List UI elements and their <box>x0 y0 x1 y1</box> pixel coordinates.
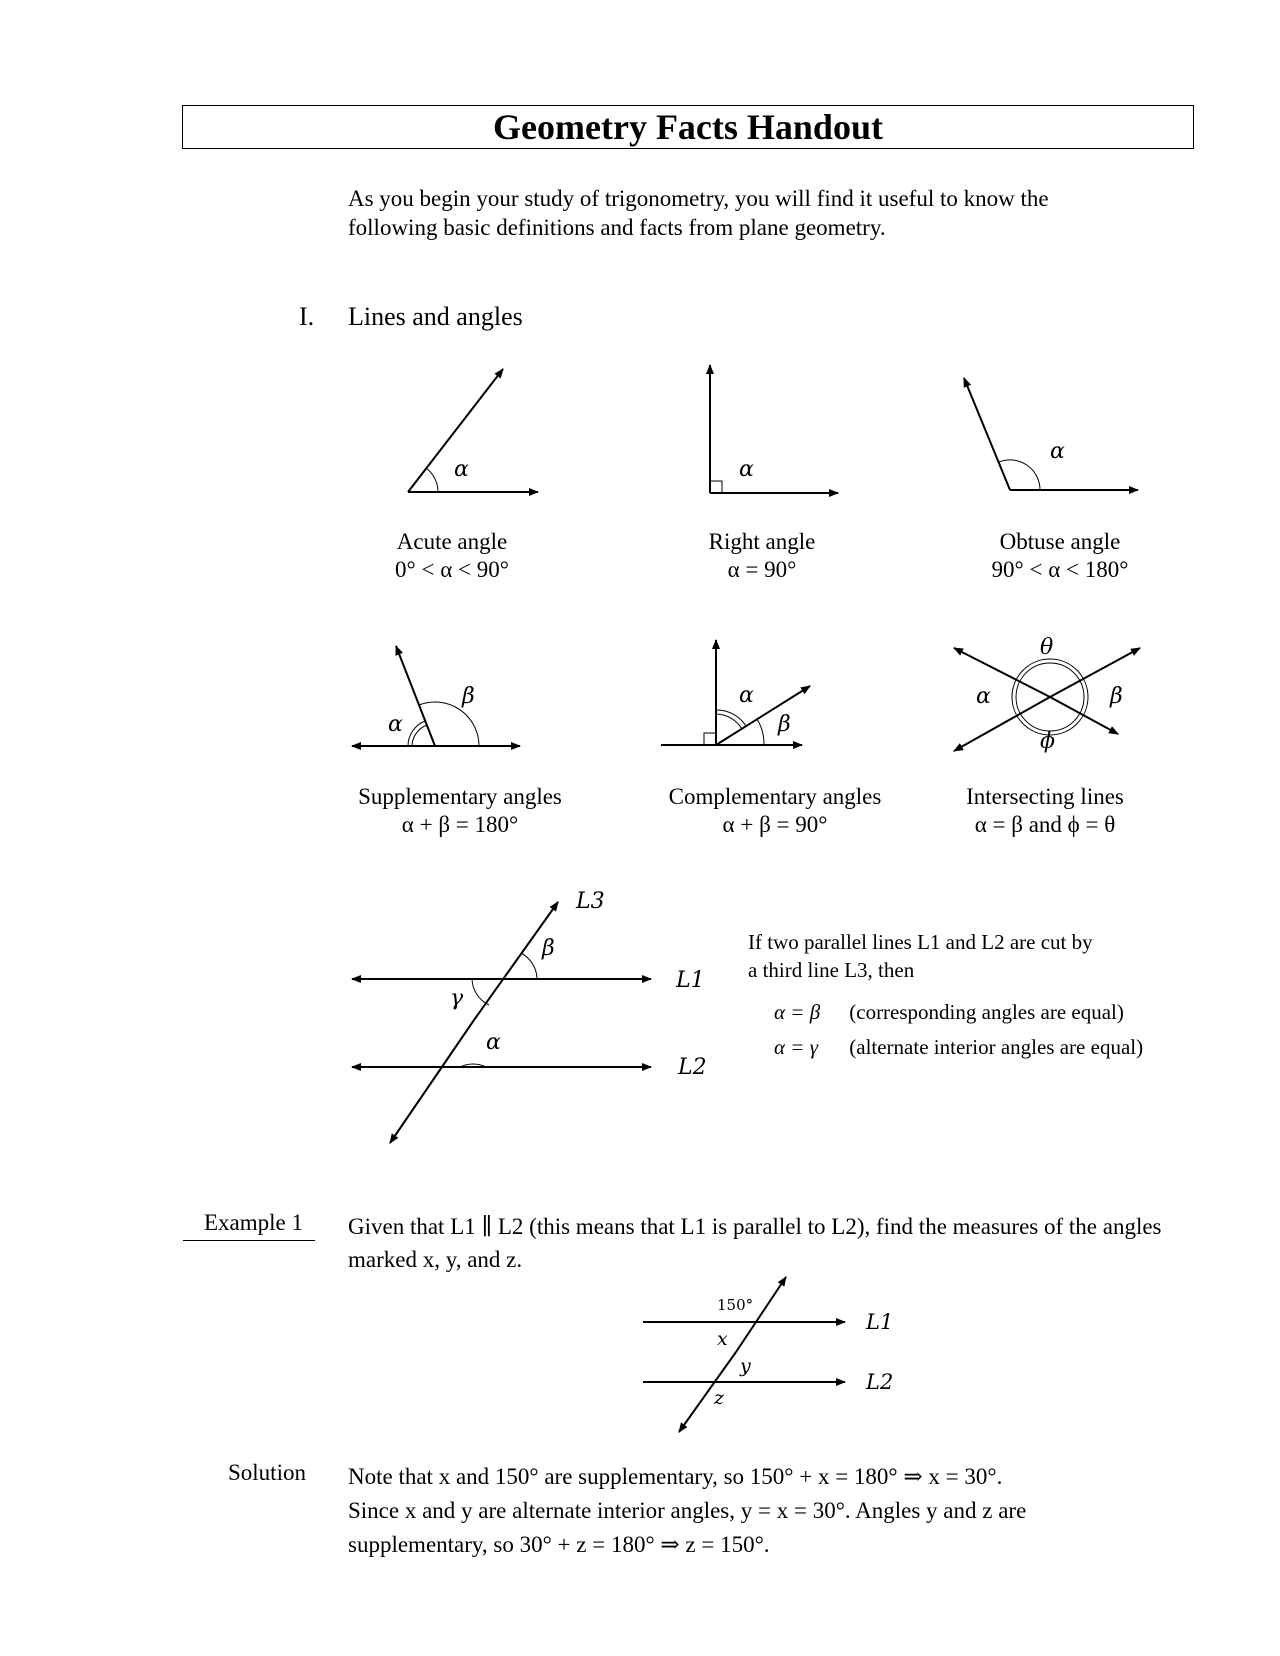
comp-caption <box>650 783 900 839</box>
example-text: Given that L1 ∥ L2 (this means that L1 is parallel to L2), find the measures of the angles marked x, y, and z. <box>348 1214 1162 1272</box>
par-alpha-label: α <box>486 1030 501 1055</box>
section-number: I. <box>299 302 315 331</box>
rule-2-desc: (alternate interior angles are equal) <box>849 1035 1144 1059</box>
rule-1-desc: (corresponding angles are equal) <box>849 1000 1124 1024</box>
example-label: Example 1 <box>204 1210 303 1235</box>
int-phi-label: ϕ <box>1040 729 1055 754</box>
supp-beta-label: β <box>462 684 475 709</box>
obtuse-caption <box>960 528 1160 584</box>
parallel-intro-line1: If two parallel lines L1 and L2 are cut by <box>748 930 1093 954</box>
int-caption <box>940 783 1150 839</box>
rule-1-eq: α = β <box>774 1000 821 1024</box>
par-l2-label: L2 <box>678 1055 707 1080</box>
ex-z-label: z <box>714 1387 725 1409</box>
obtuse-alpha-label: α <box>1050 439 1065 464</box>
acute-formula: 0° < α < 90° <box>395 557 509 582</box>
right-alpha-label: α <box>739 457 754 482</box>
ex-l2-label: L2 <box>866 1370 894 1394</box>
right-caption <box>672 528 852 584</box>
par-l1-label: L1 <box>676 968 705 993</box>
comp-beta-label: β <box>778 712 791 737</box>
supp-name: Supplementary angles <box>358 784 562 809</box>
rule-2 <box>774 1035 1143 1060</box>
page-title: Geometry Facts Handout <box>493 107 883 147</box>
comp-formula: α + β = 90° <box>722 812 828 837</box>
acute-caption <box>362 528 542 584</box>
supp-formula: α + β = 180° <box>401 812 519 837</box>
right-angle-diagram <box>710 365 838 493</box>
section-title: Lines and angles <box>348 302 523 331</box>
ex-x-label: x <box>717 1328 728 1350</box>
right-name: Right angle <box>708 529 816 554</box>
right-formula: α = 90° <box>727 557 797 582</box>
example-underline <box>183 1240 315 1241</box>
rule-1 <box>774 1000 1124 1025</box>
acute-name: Acute angle <box>396 529 508 554</box>
parallel-lines-diagram <box>352 902 651 1143</box>
supplementary-angles-diagram <box>352 646 520 746</box>
solution-line2: Since x and y are alternate interior angles, y = x = 30°. Angles y and z are <box>348 1498 1027 1523</box>
obtuse-formula: 90° < α < 180° <box>991 557 1129 582</box>
ex-y-label: y <box>740 1355 751 1377</box>
obtuse-name: Obtuse angle <box>999 529 1121 554</box>
par-gamma-label: γ <box>450 986 464 1011</box>
parallel-intro-line2: a third line L3, then <box>748 958 915 982</box>
int-theta-label: θ <box>1040 635 1054 660</box>
obtuse-angle-diagram <box>964 378 1138 490</box>
int-name: Intersecting lines <box>966 784 1124 809</box>
comp-alpha-label: α <box>739 683 754 708</box>
parallel-intro <box>748 928 1093 984</box>
supp-caption <box>340 783 580 839</box>
supp-alpha-label: α <box>388 712 403 737</box>
par-l3-label: L3 <box>576 889 605 914</box>
int-beta-label: β <box>1110 684 1123 709</box>
ex-150-label: 150° <box>717 1296 754 1314</box>
intro-paragraph: As you begin your study of trigonometry, you will find it useful to know the following basic definitions and facts from plane geometry. <box>348 186 1049 240</box>
rule-2-eq: α = γ <box>774 1035 818 1059</box>
par-beta-label: β <box>542 936 555 961</box>
solution-line3: supplementary, so 30° + z = 180° ⇒ z = 150°. <box>348 1532 770 1557</box>
solution-line1: Note that x and 150° are supplementary, so 150° + x = 180° ⇒ x = 30°. <box>348 1464 1003 1489</box>
acute-alpha-label: α <box>454 457 469 482</box>
solution-text <box>348 1460 1188 1562</box>
solution-label: Solution <box>228 1460 306 1485</box>
int-formula: α = β and ϕ = θ <box>974 812 1116 837</box>
acute-angle-diagram <box>408 369 538 492</box>
comp-name: Complementary angles <box>668 784 882 809</box>
ex-l1-label: L1 <box>866 1310 894 1334</box>
int-alpha-label: α <box>976 684 991 709</box>
